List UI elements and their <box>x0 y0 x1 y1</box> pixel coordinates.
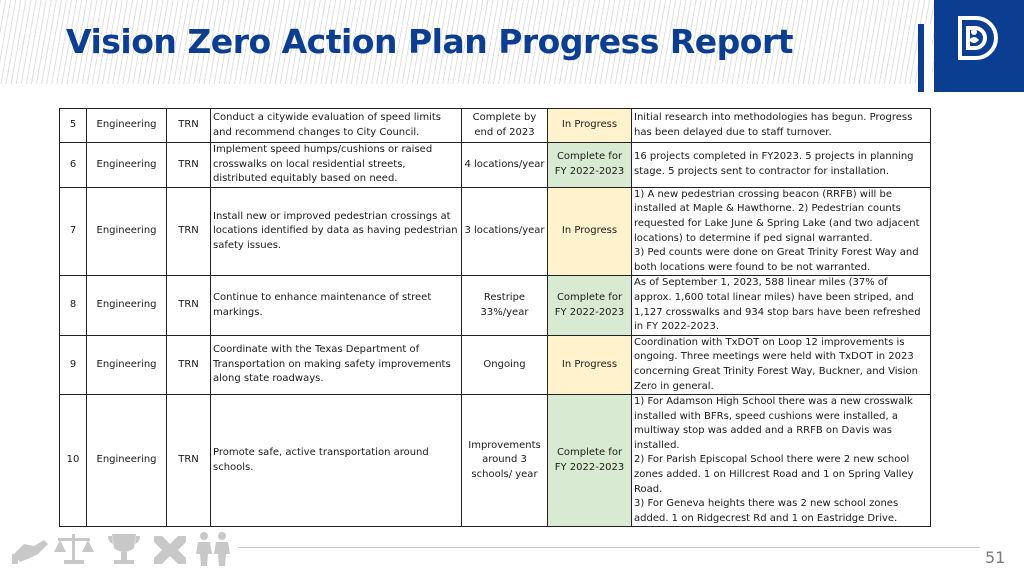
row-notes: 16 projects completed in FY2023. 5 projects in planning stage. 5 projects sent to contractor for installation. <box>632 143 931 188</box>
footer-divider <box>238 547 980 548</box>
people-icon <box>196 532 230 566</box>
row-target: 3 locations/year <box>462 187 548 276</box>
row-number: 7 <box>60 187 87 276</box>
scales-icon <box>54 534 94 564</box>
cross-icon <box>154 536 186 564</box>
row-category: Engineering <box>87 276 167 335</box>
row-department: TRN <box>167 335 211 394</box>
city-logo-icon <box>918 0 1024 92</box>
trophy-icon <box>108 534 140 564</box>
row-status: In Progress <box>548 335 632 394</box>
table-row <box>60 395 931 527</box>
row-number: 5 <box>60 109 87 143</box>
row-number: 8 <box>60 276 87 335</box>
row-action: Coordinate with the Texas Department of Transportation on making safety improvements along state roadways. <box>211 335 462 394</box>
row-target: 4 locations/year <box>462 143 548 188</box>
row-notes: Coordination with TxDOT on Loop 12 improvements is ongoing. Three meetings were held with TxDOT in 2023 concerning Great Trinity Forest Way, Buckner, and Vision Zero in general. <box>632 335 931 394</box>
row-target: Complete by end of 2023 <box>462 109 548 143</box>
row-action: Implement speed humps/cushions or raised crosswalks on local residential streets, distributed equitably based on need. <box>211 143 462 188</box>
row-status: Complete for FY 2022-2023 <box>548 276 632 335</box>
row-department: TRN <box>167 143 211 188</box>
table-row <box>60 335 931 394</box>
table-row <box>60 109 931 143</box>
handshake-icon <box>12 540 48 564</box>
row-status: In Progress <box>548 109 632 143</box>
row-notes: Initial research into methodologies has begun. Progress has been delayed due to staff turnover. <box>632 109 931 143</box>
row-action: Install new or improved pedestrian crossings at locations identified by data as having pedestrian safety issues. <box>211 187 462 276</box>
row-number: 9 <box>60 335 87 394</box>
page-number: 51 <box>985 548 1006 567</box>
row-number: 10 <box>60 395 87 527</box>
progress-table <box>59 108 931 527</box>
row-category: Engineering <box>87 335 167 394</box>
row-number: 6 <box>60 143 87 188</box>
table-row <box>60 276 931 335</box>
row-category: Engineering <box>87 109 167 143</box>
row-notes: As of September 1, 2023, 588 linear miles (37% of approx. 1,600 total linear miles) have been striped, and 1,127 crosswalks and 934 stop bars have been refreshed in FY 2022-2023. <box>632 276 931 335</box>
row-target: Improvements around 3 schools/ year <box>462 395 548 527</box>
row-department: TRN <box>167 395 211 527</box>
page-title: Vision Zero Action Plan Progress Report <box>66 22 794 61</box>
row-action: Conduct a citywide evaluation of speed limits and recommend changes to City Council. <box>211 109 462 143</box>
table-row <box>60 143 931 188</box>
row-status: In Progress <box>548 187 632 276</box>
row-department: TRN <box>167 276 211 335</box>
row-action: Continue to enhance maintenance of street markings. <box>211 276 462 335</box>
row-category: Engineering <box>87 187 167 276</box>
row-notes: 1) A new pedestrian crossing beacon (RRFB) will be installed at Maple & Hawthorne. 2) Pedestrian counts requested for Lake June & Spring Lake (and two adjacent locations) to determine if ped signal warranted. 3) Ped counts were done on Great Trinity Forest Way and both locations were found to be not warranted. <box>632 187 931 276</box>
row-department: TRN <box>167 187 211 276</box>
row-department: TRN <box>167 109 211 143</box>
table-row <box>60 187 931 276</box>
footer-icon-strip <box>12 528 232 572</box>
row-target: Ongoing <box>462 335 548 394</box>
row-action: Promote safe, active transportation around schools. <box>211 395 462 527</box>
row-notes: 1) For Adamson High School there was a new crosswalk installed with BFRs, speed cushions were installed, a multiway stop was added and a RRFB on Davis was installed. 2) For Parish Episcopal School there were 2 new school zones added. 1 on Hillcrest Road and 1 on Spring Valley Road. 3) For Geneva heights there was 2 new school zones added. 1 on Ridgecrest Rd and 1 on Eastridge Drive. <box>632 395 931 527</box>
row-status: Complete for FY 2022-2023 <box>548 143 632 188</box>
row-status: Complete for FY 2022-2023 <box>548 395 632 527</box>
row-category: Engineering <box>87 143 167 188</box>
row-category: Engineering <box>87 395 167 527</box>
row-target: Restripe 33%/year <box>462 276 548 335</box>
